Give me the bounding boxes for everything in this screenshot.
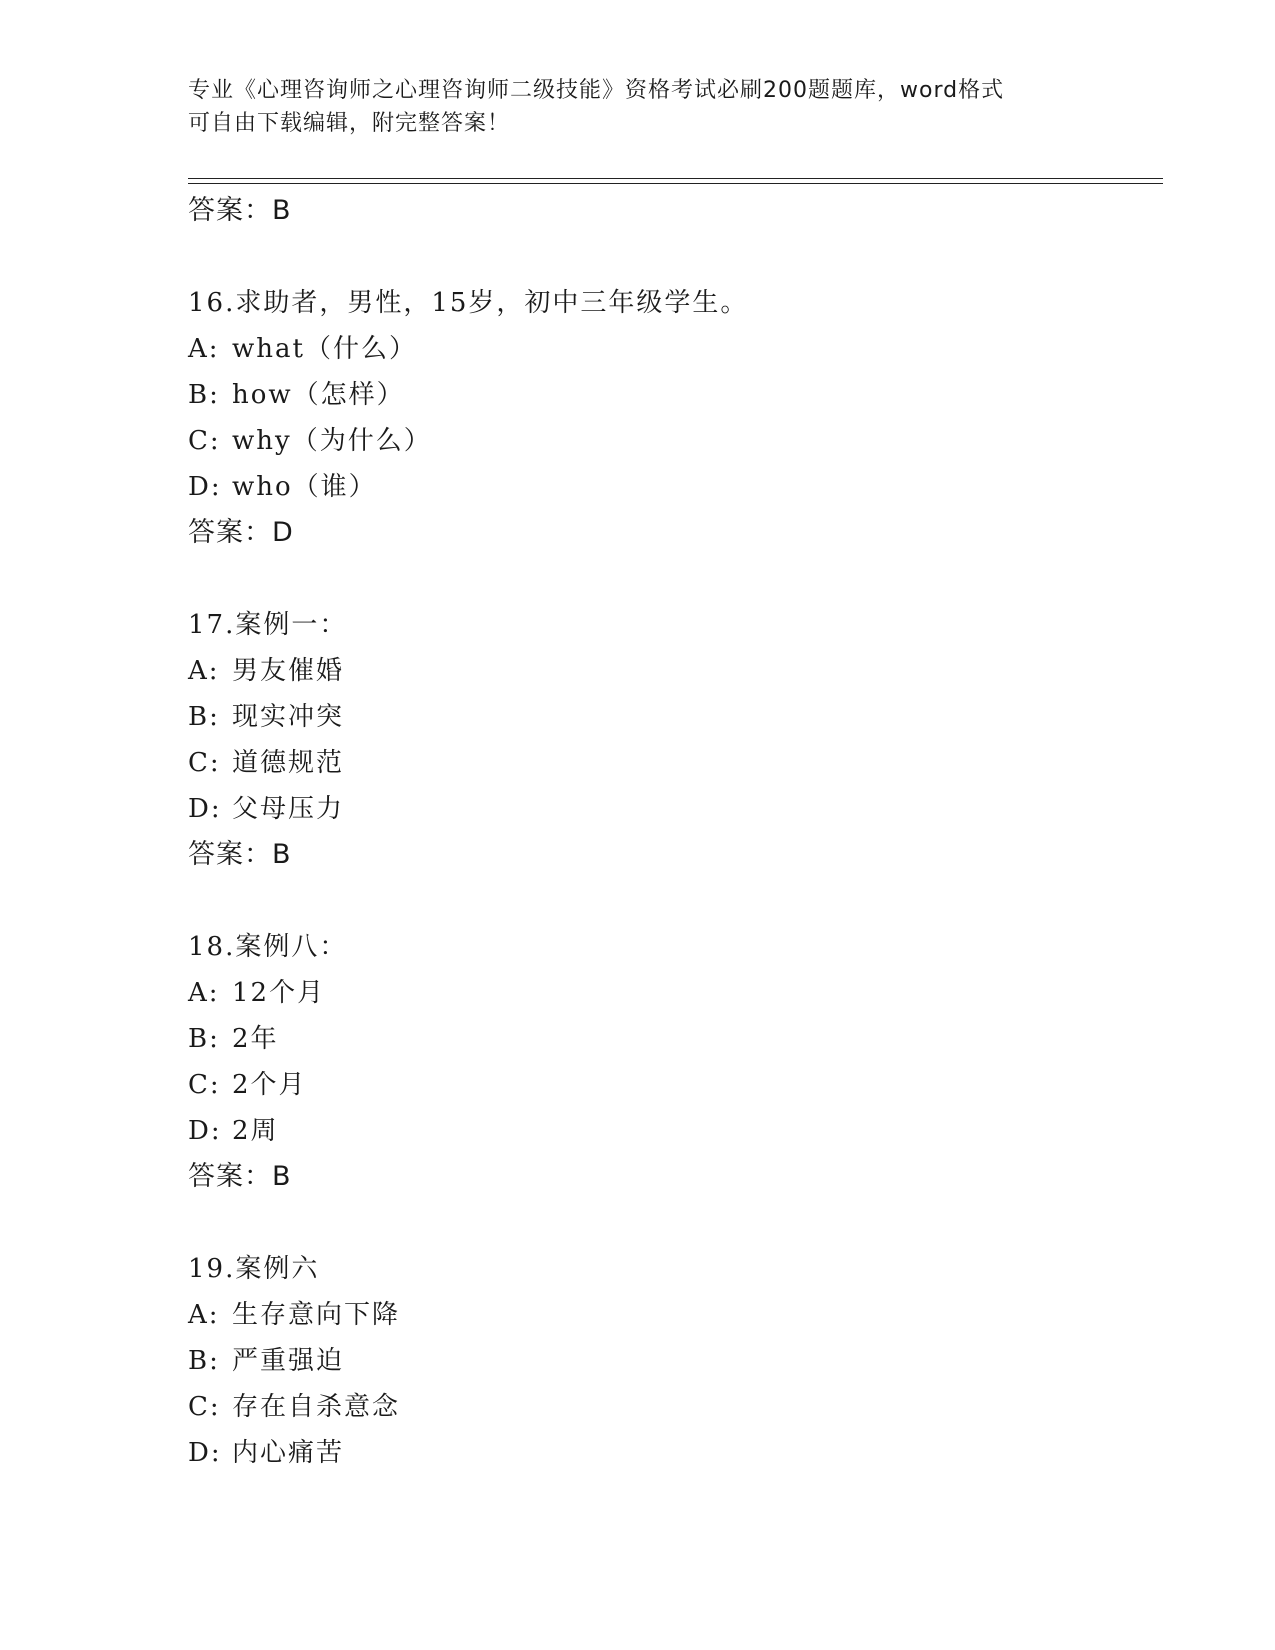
- document-header: [188, 74, 1088, 140]
- option-a: [188, 648, 1148, 694]
- option-label: B:: [188, 1346, 220, 1376]
- option-label: C:: [188, 1392, 221, 1422]
- option-text: 12个月: [232, 978, 326, 1008]
- option-a: [188, 326, 1148, 372]
- question-16: [188, 280, 1148, 556]
- question-stem: 16.求助者，男性，15岁，初中三年级学生。: [188, 288, 749, 318]
- header-line-1: 专业《心理咨询师之心理咨询师二级技能》资格考试必刷200题题库，word格式: [188, 78, 1005, 103]
- question-stem: 19.案例六: [188, 1254, 320, 1284]
- option-label: D:: [188, 1116, 222, 1146]
- option-text: 父母压力: [232, 794, 345, 824]
- option-text: how（怎样）: [232, 380, 405, 410]
- option-text: 内心痛苦: [232, 1438, 345, 1468]
- option-text: who（谁）: [232, 472, 377, 502]
- option-c: [188, 1384, 1148, 1430]
- option-text: 存在自杀意念: [232, 1392, 401, 1422]
- option-d: [188, 786, 1148, 832]
- previous-answer: 答案：B: [188, 195, 292, 226]
- header-divider-top: [188, 178, 1163, 179]
- option-label: A:: [188, 656, 220, 686]
- option-text: what（什么）: [232, 334, 417, 364]
- option-b: [188, 1016, 1148, 1062]
- option-d: [188, 1430, 1148, 1476]
- option-text: 2年: [232, 1024, 279, 1054]
- header-divider-bottom: [188, 183, 1163, 184]
- question-stem: 17.案例一：: [188, 610, 348, 640]
- option-text: 生存意向下降: [232, 1300, 401, 1330]
- option-text: 男友催婚: [232, 656, 345, 686]
- question-19: [188, 1246, 1148, 1476]
- option-b: [188, 1338, 1148, 1384]
- option-label: D:: [188, 472, 222, 502]
- option-text: 现实冲突: [232, 702, 345, 732]
- option-a: [188, 1292, 1148, 1338]
- question-18: [188, 924, 1148, 1200]
- option-label: B:: [188, 1024, 220, 1054]
- option-c: [188, 418, 1148, 464]
- option-label: D:: [188, 794, 222, 824]
- option-c: [188, 1062, 1148, 1108]
- option-b: [188, 372, 1148, 418]
- option-d: [188, 464, 1148, 510]
- option-label: C:: [188, 1070, 221, 1100]
- option-d: [188, 1108, 1148, 1154]
- option-text: why（为什么）: [232, 426, 432, 456]
- answer-line: 答案：B: [188, 1161, 292, 1192]
- question-17: [188, 602, 1148, 878]
- option-text: 道德规范: [232, 748, 345, 778]
- option-label: A:: [188, 1300, 220, 1330]
- option-a: [188, 970, 1148, 1016]
- option-c: [188, 740, 1148, 786]
- option-label: D:: [188, 1438, 222, 1468]
- answer-line: 答案：B: [188, 839, 292, 870]
- option-label: B:: [188, 380, 220, 410]
- question-stem: 18.案例八：: [188, 932, 348, 962]
- option-text: 2个月: [232, 1070, 307, 1100]
- option-label: C:: [188, 748, 221, 778]
- answer-line: 答案：D: [188, 517, 294, 548]
- option-label: A:: [188, 978, 220, 1008]
- option-text: 2周: [232, 1116, 279, 1146]
- option-label: B:: [188, 702, 220, 732]
- option-text: 严重强迫: [232, 1346, 345, 1376]
- header-line-2: 可自由下载编辑，附完整答案！: [188, 111, 511, 136]
- option-label: A:: [188, 334, 220, 364]
- question-list: [188, 188, 1148, 1476]
- option-label: C:: [188, 426, 221, 456]
- option-b: [188, 694, 1148, 740]
